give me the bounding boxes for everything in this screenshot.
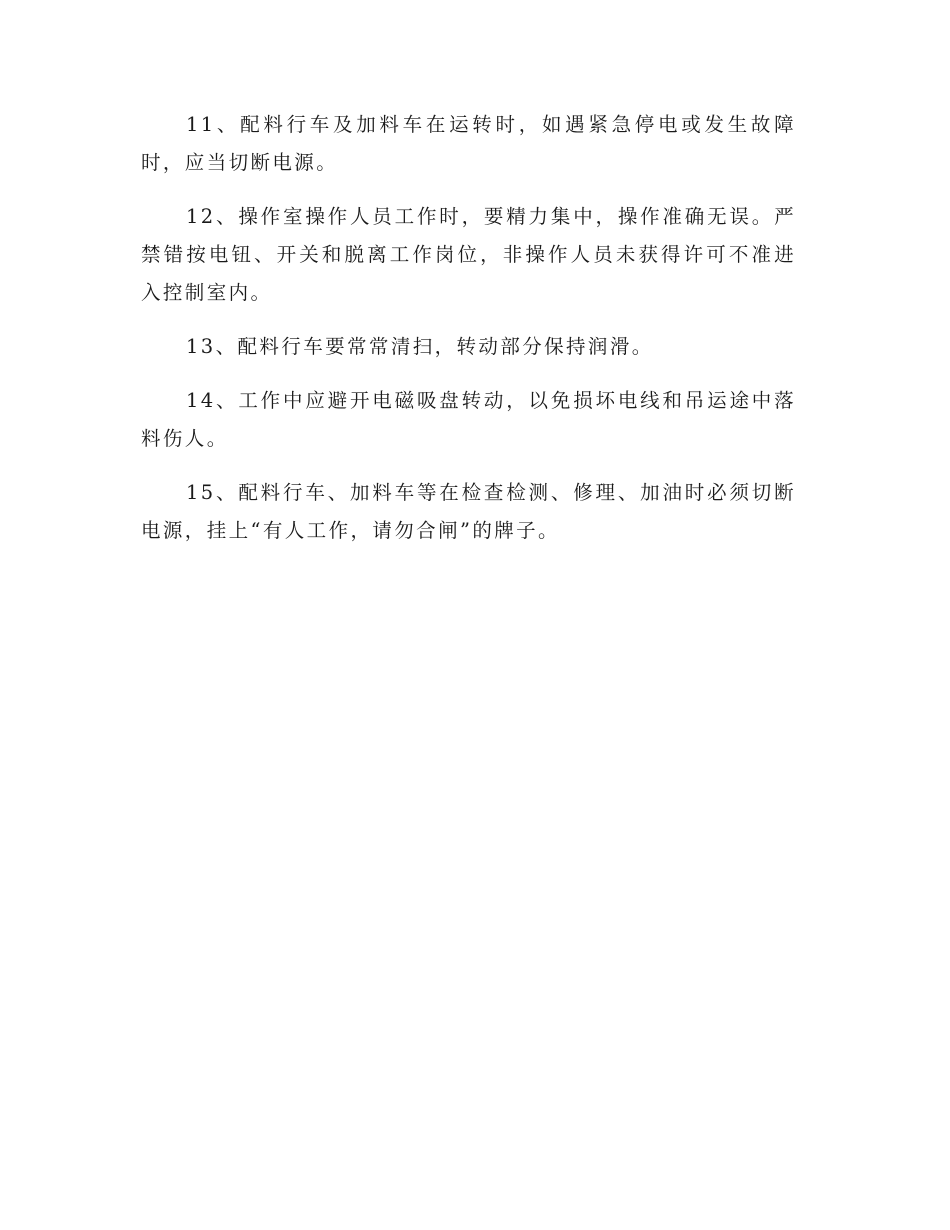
document-body [141, 106, 796, 566]
paragraph-12: 12、操作室操作人员工作时，要精力集中，操作准确无误。严禁错按电钮、开关和脱离工作岗位，非操作人员未获得许可不准进入控制室内。 [141, 205, 796, 304]
paragraph-15: 15、配料行车、加料车等在检查检测、修理、加油时必须切断电源，挂上“有人工作，请勿合闸”的牌子。 [141, 481, 796, 542]
paragraph-11: 11、配料行车及加料车在运转时，如遇紧急停电或发生故障时，应当切断电源。 [141, 113, 796, 174]
paragraph-13: 13、配料行车要常常清扫，转动部分保持润滑。 [186, 335, 654, 358]
paragraph-14: 14、工作中应避开电磁吸盘转动，以免损坏电线和吊运途中落料伤人。 [141, 389, 796, 450]
